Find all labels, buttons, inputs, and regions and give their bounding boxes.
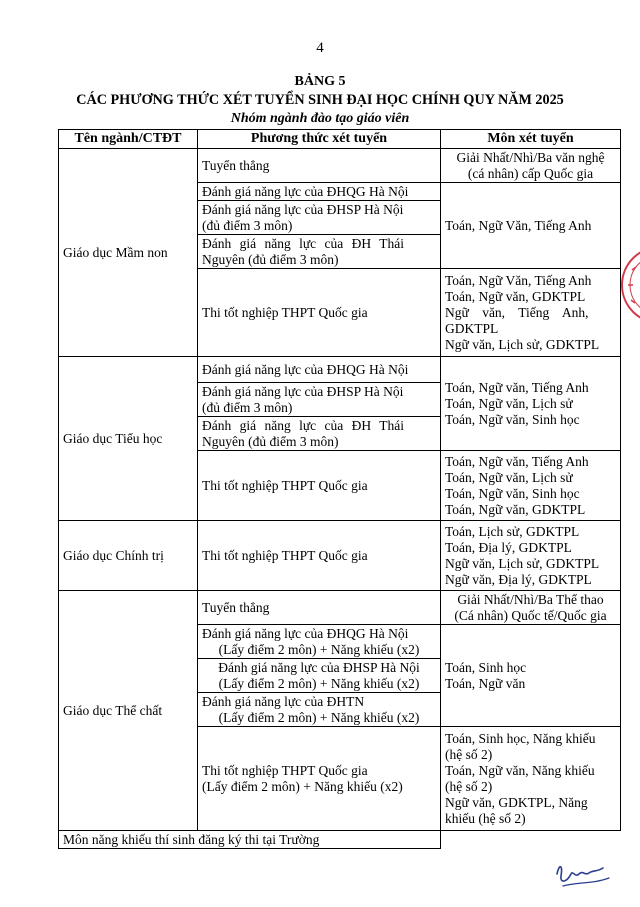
- method-cell: Tuyển thẳng: [198, 149, 441, 183]
- subject-line: khiếu (hệ số 2): [445, 810, 526, 826]
- subject-line: Toán, Ngữ văn, Sinh học: [445, 411, 580, 427]
- subjects-cell: [441, 269, 621, 357]
- document-subtitle: Nhóm ngành đào tạo giáo viên: [230, 111, 410, 126]
- official-stamp-icon: [618, 240, 640, 330]
- method-line: (đủ điểm 3 môn): [202, 217, 293, 233]
- subject-line: Toán, Ngữ văn, GDKTPL: [445, 288, 586, 304]
- admission-methods-table: [58, 129, 621, 849]
- method-line: Nguyên (đủ điểm 3 môn): [202, 251, 339, 267]
- note-cell: Môn năng khiếu thí sinh đăng ký thi tại Trường: [59, 831, 441, 849]
- subject-line: (hệ số 2): [445, 746, 493, 762]
- subject-line: Toán, Ngữ văn, Sinh học: [445, 485, 580, 501]
- method-cell: Tuyển thẳng: [198, 591, 441, 625]
- subject-line: Toán, Lịch sử, GDKTPL: [445, 523, 580, 539]
- subject-line: Toán, Sinh học: [445, 659, 527, 675]
- subject-line: Toán, Địa lý, GDKTPL: [445, 539, 572, 555]
- method-line: Đánh giá năng lực của ĐHSP Hà Nội: [202, 383, 404, 399]
- subject-line: Toán, Ngữ văn, Lịch sử: [445, 469, 573, 485]
- subject-line: GDKTPL: [445, 320, 499, 336]
- subject-line: Toán, Ngữ Văn, Tiếng Anh: [445, 272, 592, 288]
- method-cell: Thi tốt nghiệp THPT Quốc gia: [198, 451, 441, 521]
- method-line: Đánh giá năng lực của ĐH Thái: [202, 235, 405, 251]
- method-cell: Đánh giá năng lực của ĐHQG Hà Nội: [198, 357, 441, 383]
- method-cell: [198, 201, 441, 235]
- method-line: Đánh giá năng lực của ĐHSP Hà Nội: [202, 201, 404, 217]
- table-row: [59, 521, 621, 591]
- header-method: Phương thức xét tuyển: [198, 130, 441, 149]
- subject-line: Toán, Ngữ văn, Tiếng Anh: [445, 453, 589, 469]
- subjects-cell: [441, 451, 621, 521]
- subject-line: Toán, Ngữ văn, GDKTPL: [445, 501, 586, 517]
- subject-line: Ngữ văn, Lịch sử, GDKTPL: [445, 336, 600, 352]
- table-row: [59, 357, 621, 383]
- major-mam-non: Giáo dục Mầm non: [59, 149, 198, 357]
- major-the-chat: Giáo dục Thể chất: [59, 591, 198, 831]
- subjects-cell: [441, 521, 621, 591]
- table-header-row: [59, 130, 621, 149]
- method-cell: Đánh giá năng lực của ĐHQG Hà Nội: [198, 183, 441, 201]
- method-line: (Lấy điểm 2 môn) + Năng khiếu (x2): [218, 641, 420, 657]
- method-line: (Lấy điểm 2 môn) + Năng khiếu (x2): [202, 778, 403, 794]
- subjects-cell: [441, 149, 621, 183]
- method-line: (Lấy điểm 2 môn) + Năng khiếu (x2): [218, 709, 420, 725]
- table-label: BẢNG 5: [294, 74, 346, 89]
- major-chinh-tri: Giáo dục Chính trị: [59, 521, 198, 591]
- subjects-cell: [441, 727, 621, 831]
- subject-line: Toán, Ngữ văn, Năng khiếu: [445, 762, 595, 778]
- subjects-cell: [441, 625, 621, 727]
- subject-line: Toán, Ngữ văn, Lịch sử: [445, 395, 573, 411]
- document-title: CÁC PHƯƠNG THỨC XÉT TUYỂN SINH ĐẠI HỌC CHÍNH QUY NĂM 2025: [76, 92, 564, 108]
- subject-line: (Cá nhân) Quốc tế/Quốc gia: [454, 607, 607, 623]
- subjects-cell: [441, 357, 621, 451]
- method-line: Đánh giá năng lực của ĐHSP Hà Nội: [218, 659, 420, 675]
- subject-line: Ngữ văn, Địa lý, GDKTPL: [445, 571, 592, 587]
- subject-line: Ngữ văn, GDKTPL, Năng: [445, 794, 588, 810]
- subject-line: Ngữ văn, Tiếng Anh,: [445, 304, 589, 320]
- table-row: [59, 831, 621, 849]
- method-cell: [198, 693, 441, 727]
- method-line: (Lấy điểm 2 môn) + Năng khiếu (x2): [218, 675, 420, 691]
- table-row: [59, 149, 621, 183]
- header-major: Tên ngành/CTĐT: [59, 130, 198, 149]
- method-cell: [198, 235, 441, 269]
- method-cell: [198, 659, 441, 693]
- page-number: 4: [316, 40, 324, 56]
- method-line: Đánh giá năng lực của ĐHTN: [202, 693, 365, 709]
- subject-line: Giải Nhất/Nhì/Ba Thể thao: [457, 591, 604, 607]
- method-cell: Thi tốt nghiệp THPT Quốc gia: [198, 521, 441, 591]
- method-cell: [198, 383, 441, 417]
- method-cell: Thi tốt nghiệp THPT Quốc gia: [198, 269, 441, 357]
- method-line: Thi tốt nghiệp THPT Quốc gia: [202, 762, 368, 778]
- major-tieu-hoc: Giáo dục Tiểu học: [59, 357, 198, 521]
- subject-line: Giải Nhất/Nhì/Ba văn nghệ: [456, 149, 605, 165]
- method-line: Đánh giá năng lực của ĐH Thái: [202, 417, 405, 433]
- method-line: (đủ điểm 3 môn): [202, 399, 293, 415]
- method-cell: [198, 625, 441, 659]
- signature-icon: [553, 860, 613, 890]
- table-row: [59, 591, 621, 625]
- subject-line: Toán, Ngữ văn, Tiếng Anh: [445, 379, 589, 395]
- header-subjects: Môn xét tuyển: [441, 130, 621, 149]
- subject-line: Toán, Sinh học, Năng khiếu: [445, 730, 596, 746]
- subject-line: (hệ số 2): [445, 778, 493, 794]
- method-line: Đánh giá năng lực của ĐHQG Hà Nội: [202, 625, 409, 641]
- subject-line: Ngữ văn, Lịch sử, GDKTPL: [445, 555, 600, 571]
- subjects-cell: [441, 591, 621, 625]
- method-cell: [198, 727, 441, 831]
- method-line: Nguyên (đủ điểm 3 môn): [202, 433, 339, 449]
- subject-line: Toán, Ngữ văn: [445, 675, 526, 691]
- method-cell: [198, 417, 441, 451]
- subject-line: (cá nhân) cấp Quốc gia: [467, 165, 594, 181]
- subjects-cell: Toán, Ngữ Văn, Tiếng Anh: [441, 183, 621, 269]
